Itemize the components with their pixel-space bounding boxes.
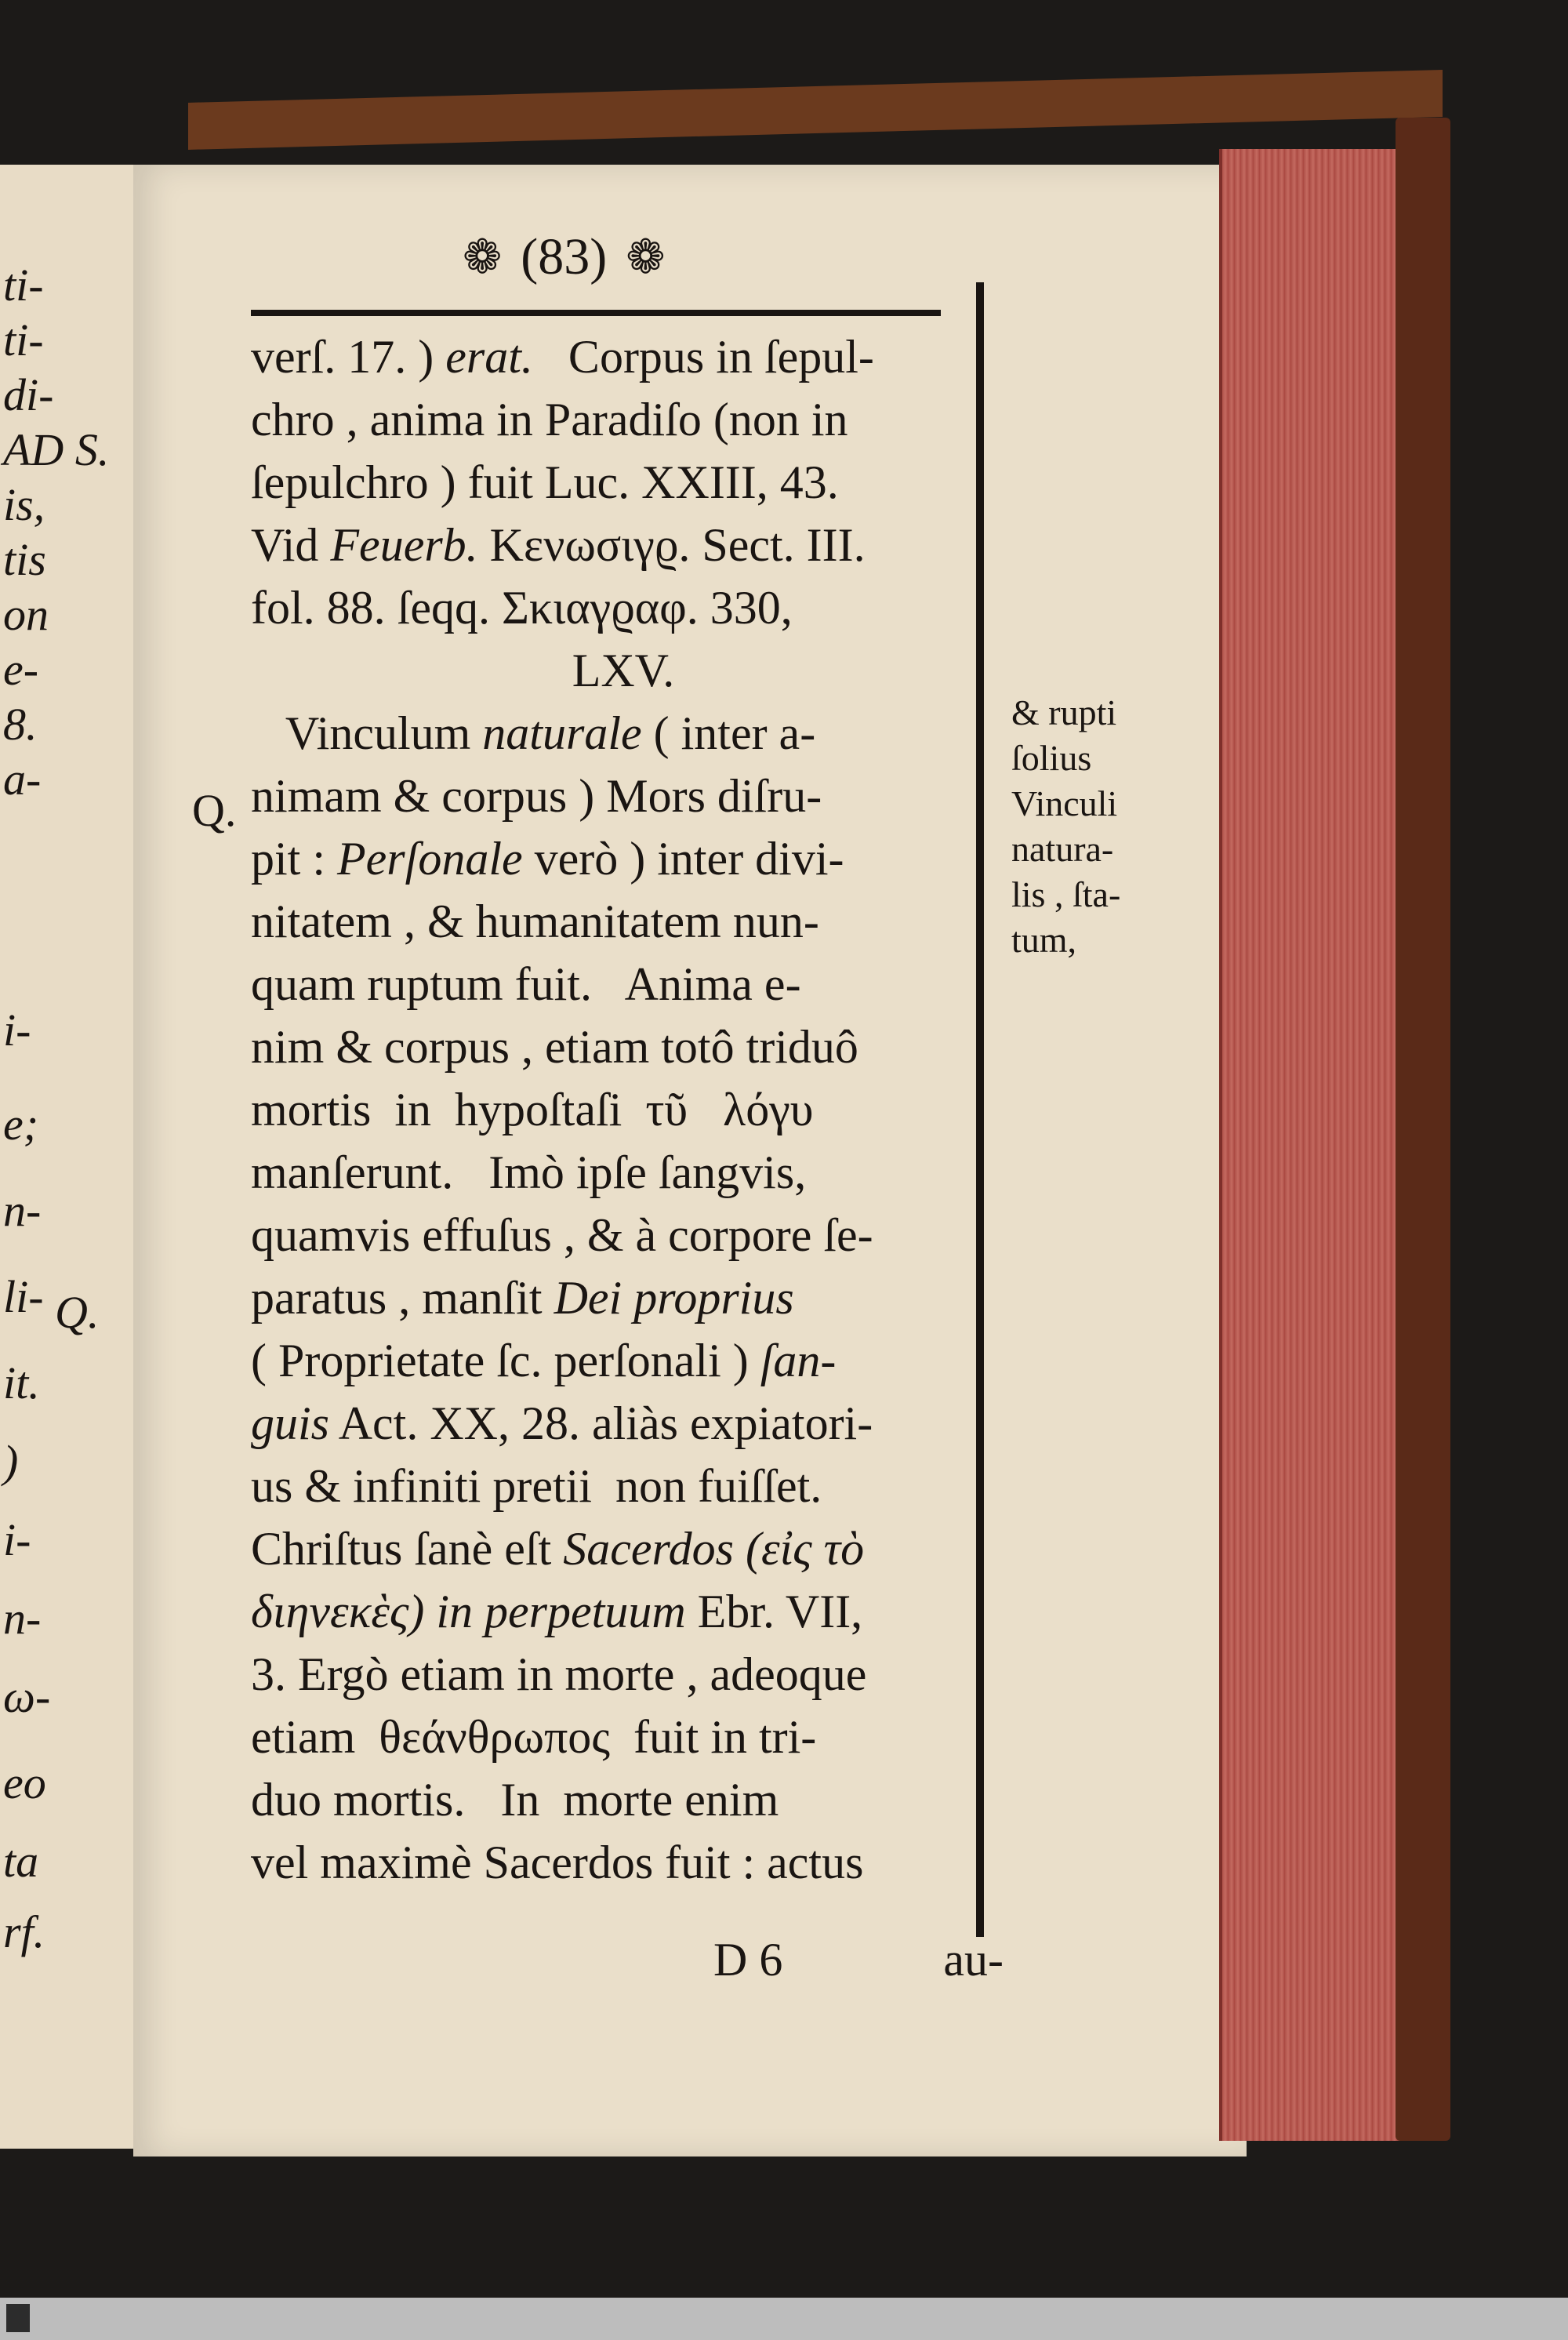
left-page-fragment: tis xyxy=(3,534,46,585)
left-page-fragment: ti- xyxy=(3,260,44,311)
text-span: LXV. xyxy=(572,645,675,696)
left-page-fragment: di- xyxy=(3,369,54,420)
left-page-fragment: ti- xyxy=(3,314,44,365)
left-page-fragment: n- xyxy=(3,1185,42,1236)
catchword: au- xyxy=(943,1934,1004,1986)
left-page-edge xyxy=(0,165,147,2149)
page-number: (83) xyxy=(521,228,608,285)
text-span: 3. Ergò etiam in morte , adeoque xyxy=(251,1648,867,1700)
viewer-footer-bar xyxy=(0,2298,1568,2340)
ornament-left-icon: ❁ xyxy=(463,231,503,283)
text-span: verſ. 17. ) xyxy=(251,331,446,383)
margin-note-line: Vinculi xyxy=(1011,783,1118,823)
italic-text: naturale xyxy=(482,707,642,759)
italic-text: ſan- xyxy=(760,1335,837,1386)
left-page-fragment: i- xyxy=(3,1514,31,1565)
text-line xyxy=(251,388,996,451)
text-line xyxy=(251,1580,996,1643)
text-line xyxy=(251,827,996,890)
text-span: fol. 88. ſeqq. Σκιαγϱαφ. 330, xyxy=(251,582,793,634)
left-page-fragment: on xyxy=(3,589,49,640)
margin-note-line: lis , ſta- xyxy=(1011,874,1121,914)
margin-note-line: & rupti xyxy=(1011,692,1117,732)
margin-note-line: tum, xyxy=(1011,920,1077,960)
text-line xyxy=(251,702,996,765)
italic-text: erat. xyxy=(445,331,533,383)
text-span: us & infiniti pretii non fuiſſet. xyxy=(251,1460,822,1512)
left-page-fragment: is, xyxy=(3,479,45,530)
text-span: Ebr. VII, xyxy=(685,1586,863,1637)
italic-text: guis xyxy=(251,1397,330,1449)
page-footer xyxy=(713,1933,1004,1987)
text-line xyxy=(251,765,996,827)
page-header xyxy=(463,227,666,287)
text-span: paratus , manſit xyxy=(251,1272,554,1324)
left-page-fragment: rf. xyxy=(3,1906,45,1957)
left-page-fragment: ) xyxy=(3,1436,19,1487)
text-line xyxy=(251,890,996,953)
text-line xyxy=(251,514,996,576)
text-span: pit : xyxy=(251,833,338,885)
text-line xyxy=(251,1141,996,1204)
text-line xyxy=(251,1768,996,1831)
book-cover-edge xyxy=(1396,118,1450,2141)
text-span: nim & corpus , etiam totô triduô xyxy=(251,1021,858,1073)
left-page-fragment: eo xyxy=(3,1757,46,1808)
text-span: Vinculum xyxy=(251,707,483,759)
left-page-marker: Q. xyxy=(55,1287,100,1338)
left-page-fragment: i- xyxy=(3,1005,31,1056)
text-line xyxy=(251,1517,996,1580)
text-line xyxy=(251,639,996,702)
text-line xyxy=(251,1078,996,1141)
text-span: nitatem , & humanitatem nun- xyxy=(251,896,819,947)
text-span: Vid xyxy=(251,519,331,571)
text-span: ( inter a- xyxy=(641,707,816,759)
text-span: etiam θεάνθρωπος fuit in tri- xyxy=(251,1711,817,1763)
left-page-fragment: a- xyxy=(3,754,42,805)
left-page-fragment: ta xyxy=(3,1836,39,1887)
text-line xyxy=(251,1329,996,1392)
text-span: Act. XX, 28. aliàs expiatori- xyxy=(329,1397,873,1449)
italic-text: Sacerdos (εἰς τὸ xyxy=(563,1523,865,1575)
text-line xyxy=(251,451,996,514)
main-text xyxy=(251,325,996,1894)
text-line xyxy=(251,1831,996,1894)
margin-note-line: natura- xyxy=(1011,829,1114,869)
ornament-right-icon: ❁ xyxy=(626,231,666,283)
margin-marker-q: Q. xyxy=(192,785,237,836)
text-span: quam ruptum fuit. Anima e- xyxy=(251,958,801,1010)
text-line xyxy=(251,1706,996,1768)
italic-text: Dei proprius xyxy=(554,1272,794,1324)
left-page-fragment: e- xyxy=(3,644,39,695)
header-rule xyxy=(251,310,941,316)
signature-mark: D 6 xyxy=(713,1934,783,1986)
italic-text: Feuerb. xyxy=(330,519,478,571)
left-page-fragment: li- xyxy=(3,1271,44,1322)
page-fore-edge xyxy=(1219,149,1410,2141)
text-span: Chriſtus ſanè eſt xyxy=(251,1523,564,1575)
margin-note-line: ſolius xyxy=(1011,738,1092,778)
left-page-fragment: 8. xyxy=(3,699,38,750)
text-span: ( Proprietate ſc. perſonali ) xyxy=(251,1335,760,1386)
text-span: nimam & corpus ) Mors diſru- xyxy=(251,770,822,822)
italic-text: διηνεκὲς) in perpetuum xyxy=(251,1586,686,1637)
text-span: vel maximè Sacerdos fuit : actus xyxy=(251,1837,864,1888)
text-span: manſerunt. Imò ipſe ſangvis, xyxy=(251,1146,807,1198)
text-span: chro , anima in Paradiſo (non in xyxy=(251,394,848,445)
margin-note xyxy=(1011,690,1200,963)
left-page-fragment: n- xyxy=(3,1593,42,1644)
text-line xyxy=(251,1204,996,1266)
text-span: ſepulchro ) fuit Luc. XXIII, 43. xyxy=(251,456,839,508)
text-line xyxy=(251,576,996,639)
left-page-fragment: it. xyxy=(3,1357,40,1408)
text-line xyxy=(251,1266,996,1329)
left-page-fragment: ω- xyxy=(3,1671,51,1722)
text-line xyxy=(251,1392,996,1455)
text-span: mortis in hypoſtaſi τῦ λόγυ xyxy=(251,1084,814,1135)
text-line xyxy=(251,953,996,1016)
text-line xyxy=(251,1016,996,1078)
italic-text: Perſonale xyxy=(337,833,523,885)
text-span: duo mortis. In morte enim xyxy=(251,1774,779,1826)
text-line xyxy=(251,325,996,388)
left-page-fragment: e; xyxy=(3,1099,39,1150)
text-span: verò ) inter divi- xyxy=(522,833,844,885)
text-line xyxy=(251,1455,996,1517)
left-page-fragment: AD S. xyxy=(3,424,110,475)
text-span: Κενωσιγϱ. Sect. III. xyxy=(477,519,866,571)
library-logo-icon xyxy=(6,2304,30,2332)
text-line xyxy=(251,1643,996,1706)
text-span: Corpus in ſepul- xyxy=(532,331,874,383)
text-span: quamvis effuſus , & à corpore ſe- xyxy=(251,1209,873,1261)
